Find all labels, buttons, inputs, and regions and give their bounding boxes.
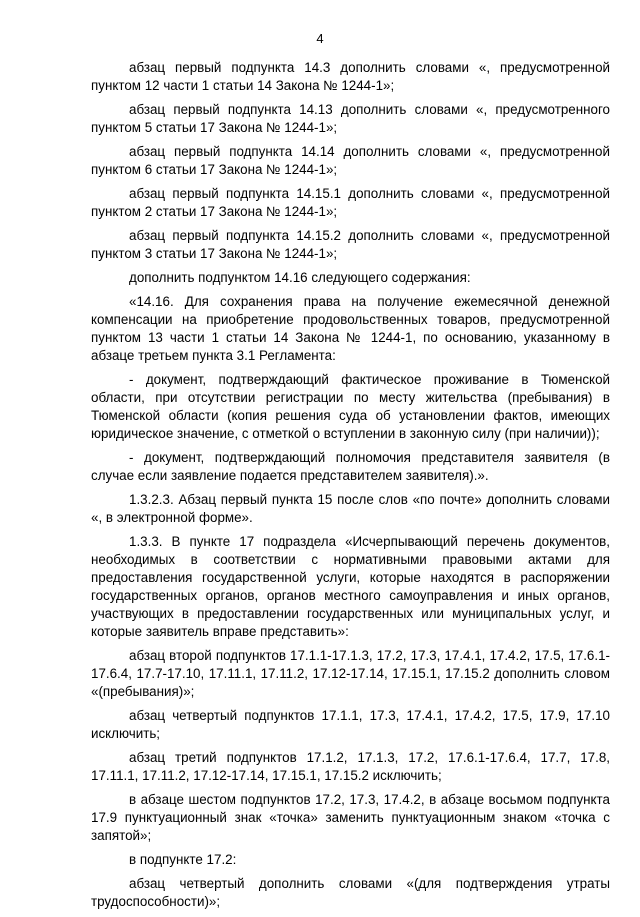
paragraph: в подпункте 17.2: <box>129 852 237 867</box>
paragraph: «14.16. Для сохранения права на получение ежемесячной денежной компенсации на приобретение продовольственных товаров, предусмотренной пунктом 13 части 1 статьи 14 Закона № 1244-1, по основанию, указанному в абзаце третьем пункта 3.1 Регламента: <box>91 294 610 363</box>
paragraph: абзац третий подпунктов 17.1.2, 17.1.3, 17.2, 17.6.1-17.6.4, 17.7, 17.8, 17.11.1, 17.11.2, 17.12-17.14, 17.15.1, 17.15.2 исключить; <box>91 750 610 783</box>
paragraph: дополнить подпунктом 14.16 следующего содержания: <box>129 270 471 285</box>
paragraph: абзац первый подпункта 14.15.1 дополнить словами «, предусмотренной пунктом 2 статьи 17 Закона № 1244-1»; <box>91 186 610 219</box>
paragraph: абзац первый подпункта 14.15.2 дополнить словами «, предусмотренной пунктом 3 статьи 17 Закона № 1244-1»; <box>91 228 610 261</box>
paragraph: в абзаце шестом подпунктов 17.2, 17.3, 17.4.2, в абзаце восьмом подпункта 17.9 пунктуационный знак «точка» заменить пунктуационным знаком «точка с запятой»; <box>91 792 610 843</box>
paragraph: абзац первый подпункта 14.14 дополнить словами «, предусмотренной пунктом 6 статьи 17 Закона № 1244-1»; <box>91 144 610 177</box>
paragraph: абзац первый подпункта 14.13 дополнить словами «, предусмотренного пунктом 5 статьи 17 Закона № 1244-1»; <box>91 102 610 135</box>
paragraph: 1.3.2.3. Абзац первый пункта 15 после слов «по почте» дополнить словами «, в электронной форме». <box>91 492 610 525</box>
paragraph: - документ, подтверждающий полномочия представителя заявителя (в случае если заявление подается представителем заявителя).». <box>91 450 610 483</box>
paragraph: - документ, подтверждающий фактическое проживание в Тюменской области, при отсутствии регистрации по месту жительства (пребывания) в Тюменской области (копия решения суда об установлении фактов, имеющих юридическое значение, с отметкой о вступлении в законную силу (при наличии)); <box>91 372 610 441</box>
paragraph: абзац четвертый дополнить словами «(для подтверждения утраты трудоспособности)»; <box>91 876 610 909</box>
paragraph: абзац четвертый подпунктов 17.1.1, 17.3, 17.4.1, 17.4.2, 17.5, 17.9, 17.10 исключить; <box>91 708 610 741</box>
paragraph: абзац первый подпункта 14.3 дополнить словами «, предусмотренной пунктом 12 части 1 статьи 14 Закона № 1244-1»; <box>91 60 610 93</box>
paragraph: 1.3.3. В пункте 17 подраздела «Исчерпывающий перечень документов, необходимых в соответствии с нормативными правовыми актами для предоставления государственной услуги, которые находятся в распоряжении государственных органов, органов местного самоуправления и иных органов, участвующих в предоставлении государственных или муниципальных услуг, и которые заявитель вправе представить»: <box>91 534 610 639</box>
paragraph: абзац второй подпунктов 17.1.1-17.1.3, 17.2, 17.3, 17.4.1, 17.4.2, 17.5, 17.6.1-17.6.4, 17.7-17.10, 17.11.1, 17.11.2, 17.12-17.14, 17.15.1, 17.15.2 дополнить словом «(пребывания)»; <box>91 648 610 699</box>
document-body <box>91 59 610 917</box>
page-number: 4 <box>316 31 324 46</box>
